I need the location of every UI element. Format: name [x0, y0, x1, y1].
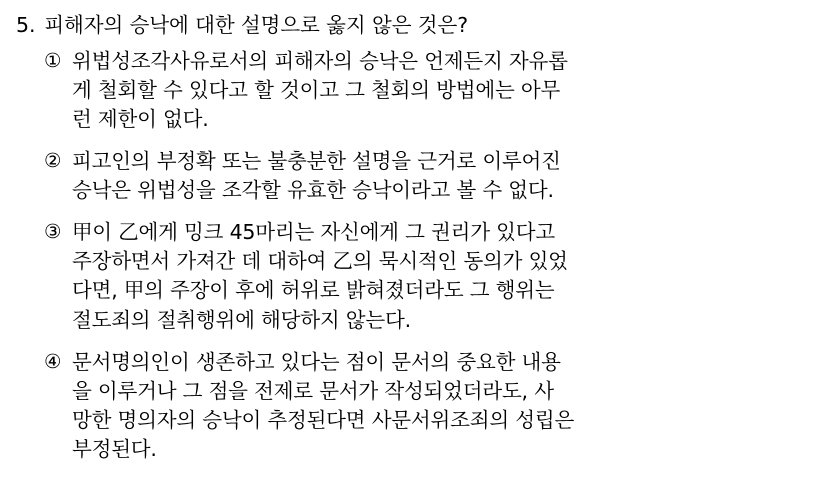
choice-item-4[interactable] [44, 348, 826, 464]
choice-text-2 [72, 147, 826, 205]
choice-line: 절도죄의 절취행위에 해당하지 않는다. [72, 307, 411, 332]
choice-list [0, 47, 826, 464]
choice-line: 을 이루거나 그 점을 전제로 문서가 작성되었더라도, 사 [72, 378, 554, 403]
choice-text-3 [72, 218, 826, 334]
choice-text-1 [72, 47, 826, 134]
choice-line: 부정된다. [72, 436, 157, 461]
choice-line: 위법성조각사유로서의 피해자의 승낙은 언제든지 자유롭 [72, 48, 568, 73]
choice-marker-1: ① [44, 48, 62, 72]
choice-line: 문서명의인이 생존하고 있다는 점이 문서의 중요한 내용 [72, 349, 561, 374]
choice-line: 다면, 甲의 주장이 후에 허위로 밝혀졌더라도 그 행위는 [72, 278, 555, 303]
choice-item-2[interactable] [44, 147, 826, 205]
question-text: 피해자의 승낙에 대한 설명으로 옳지 않은 것은? [44, 13, 468, 37]
choice-line: 승낙은 위법성을 조각할 유효한 승낙이라고 볼 수 없다. [72, 178, 554, 203]
choice-marker-3: ③ [44, 220, 62, 244]
choice-line: 망한 명의자의 승낙이 추정된다면 사문서위조죄의 성립은 [72, 407, 575, 432]
choice-marker-2: ② [44, 149, 62, 172]
choice-line: 게 철회할 수 있다고 할 것이고 그 철회의 방법에는 아무 [72, 77, 561, 102]
choice-marker-4: ④ [44, 349, 62, 373]
choice-line: 주장하면서 가져간 데 대하여 乙의 묵시적인 동의가 있었 [72, 249, 568, 274]
choice-line: 런 제한이 없다. [72, 106, 209, 131]
choice-text-4 [72, 348, 826, 464]
choice-line: 피고인의 부정확 또는 불충분한 설명을 근거로 이루어진 [72, 149, 561, 173]
question-number: 5. [16, 13, 36, 37]
choice-line: 甲이 乙에게 밍크 45마리는 자신에게 그 권리가 있다고 [72, 220, 555, 245]
question-stem [0, 0, 826, 40]
choice-item-3[interactable] [44, 218, 826, 334]
choice-item-1[interactable] [44, 47, 826, 134]
